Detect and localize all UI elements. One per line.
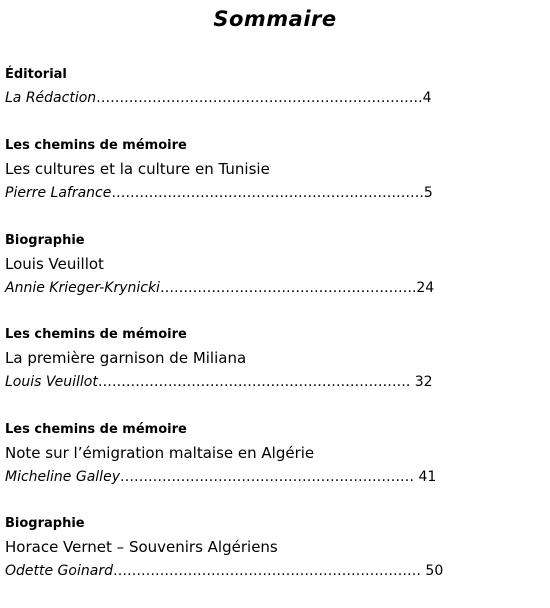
table-of-contents (5, 64, 545, 608)
dot-leader: …………………………………………………………. (111, 185, 424, 201)
toc-entry (5, 64, 545, 135)
section-heading: Éditorial (5, 67, 67, 82)
dot-leader: ………………………………………………. (159, 279, 417, 296)
section-heading: Biographie (5, 516, 85, 531)
article-title: Louis Veuillot (5, 254, 104, 273)
toc-author-line[interactable] (5, 276, 545, 300)
toc-entry (5, 419, 545, 514)
author-name: Micheline Galley (5, 468, 120, 485)
page-number: 50 (425, 563, 444, 579)
author-name: Annie Krieger-Krynicki (5, 279, 160, 296)
section-heading: Les chemins de mémoire (5, 138, 187, 153)
section-heading: Les chemins de mémoire (5, 327, 187, 342)
dot-leader: ………………………………………………………… (112, 563, 426, 579)
author-name: Pierre Lafrance (5, 185, 112, 201)
dot-leader: ……………………………………………………… (119, 468, 419, 485)
article-title: Horace Vernet – Souvenirs Algériens (5, 538, 278, 556)
page-number: 5 (423, 185, 433, 201)
toc-author-line[interactable] (5, 370, 545, 394)
toc-entry (5, 230, 545, 325)
toc-author-line[interactable] (5, 559, 545, 583)
page-number: 4 (422, 90, 432, 106)
author-name: Louis Veuillot (5, 374, 98, 390)
dot-leader: …………………………………………………………. (97, 374, 415, 390)
toc-author-line[interactable] (5, 86, 545, 110)
author-name: Odette Goinard (5, 563, 113, 579)
toc-author-line[interactable] (5, 465, 545, 489)
page-number: 24 (416, 279, 435, 296)
section-heading: Les chemins de mémoire (5, 421, 187, 437)
toc-entry (5, 324, 545, 419)
dot-leader: ……………………………………………………………. (96, 90, 423, 106)
toc-entry (5, 513, 545, 608)
toc-entry (5, 135, 545, 230)
page-number: 32 (414, 374, 433, 390)
article-title: Note sur l’émigration maltaise en Algérie (5, 443, 315, 462)
article-title: Les cultures et la culture en Tunisie (5, 160, 270, 178)
page-number: 41 (418, 468, 437, 485)
section-heading: Biographie (5, 232, 85, 248)
page-title: Sommaire (213, 7, 337, 31)
toc-author-line[interactable] (5, 181, 545, 205)
author-name: La Rédaction (5, 90, 97, 106)
article-title: La première garnison de Miliana (5, 349, 247, 367)
